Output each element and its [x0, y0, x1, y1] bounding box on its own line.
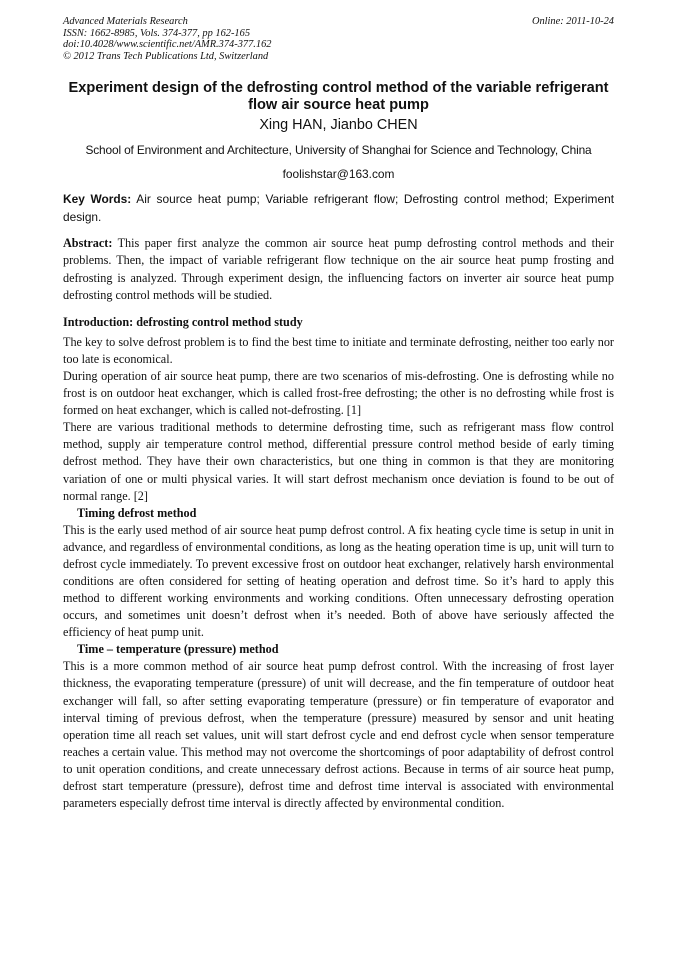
keywords-text: Air source heat pump; Variable refrigerant flow; Defrosting control method; Experiment design.	[63, 192, 614, 225]
subsection-heading-timing: Timing defrost method	[77, 505, 197, 520]
intro-paragraph-3: There are various traditional methods to determine defrosting time, such as refrigerant mass flow control method, supply air temperature control method, differential pressure control method beside of early timing defrost method. They have their own characteristics, but one thing in common is that they are monitoring variation of one or multi physical varies. It will start defrost mechanism once deviation is found to be out of normal range. [2]	[63, 420, 614, 503]
affiliation: School of Environment and Architecture, University of Shanghai for Science and Technology, China	[85, 143, 592, 158]
journal-name: Advanced Materials Research	[63, 16, 188, 27]
section-heading-introduction: Introduction: defrosting control method study	[63, 314, 303, 329]
keywords	[63, 190, 614, 226]
abstract	[63, 235, 614, 303]
abstract-label: Abstract:	[63, 236, 113, 251]
copyright-line: © 2012 Trans Tech Publications Ltd, Switzerland	[63, 50, 269, 62]
online-date: Online: 2011-10-24	[531, 16, 614, 27]
author-email: foolishstar@163.com	[282, 167, 395, 182]
paper-page	[63, 16, 614, 812]
doi-line: doi:10.4028/www.scientific.net/AMR.374-377.162	[63, 39, 272, 51]
intro-paragraph-2: During operation of air source heat pump, there are two scenarios of mis-defrosting. One is defrosting while no frost is on outdoor heat exchanger, which is called frost-free defrosting; the other is no defrosting while frost is formed on heat exchanger, which is called not-defrosting. [1]	[63, 368, 614, 418]
author-list: Xing HAN, Jianbo CHEN	[259, 117, 418, 134]
keywords-label: Key Words:	[63, 192, 132, 207]
running-header	[63, 16, 614, 62]
abstract-text: This paper first analyze the common air source heat pump defrosting control methods and their problems. Then, the impact of variable refrigerant flow technique on the air source heat pump frosting and defrosting is analyzed. Through experiment design, the influencing factors on inverter air source heat pump defrosting control methods will be studied.	[63, 236, 614, 302]
subsection-heading-time-temperature: Time – temperature (pressure) method	[77, 642, 279, 657]
journal-info	[63, 16, 271, 62]
timing-paragraph: This is the early used method of air source heat pump defrost control. A fix heating cycle time is setup in unit in advance, and regardless of environmental conditions, as long as the heating operation time is up, unit will turn to defrost cycle immediately. To prevent excessive frost on outdoor heat exchanger, relatively harsh environmental conditions are often considered for setting of heating operation and defrost time. So it’s hard to apply this method to different working environments and working conditions. Often unnecessary defrosting operation occurs, and sometimes unit doesn’t defrost when it’s needed. Both of above have seriously affected the efficiency of heat pump unit.	[63, 522, 614, 640]
time-temperature-paragraph: This is a more common method of air source heat pump defrost control. With the increasing of frost layer thickness, the evaporating temperature (pressure) of unit will decrease, and the fin temperature of outdoor heat exchanger will fall, so after setting evaporating temperature (pressure) or fin temperature of evaporator and interval timing of previous defrost, when the temperature (pressure) measured by sensor and unit heating operation time all reach set values, unit will start defrost cycle and end defrost cycle when sensor temperature reaches a certain value. This method may not overcome the shortcomings of poor adaptability of defrost control to unit operation conditions, and create unnecessary defrost actions. Because in terms of air source heat pump, defrost start temperature (pressure), defrost time and defrost time interval is associated with environmental parameters especially defrost time interval is directly affected by environmental condition.	[63, 659, 614, 811]
paper-title: Experiment design of the defrosting control method of the variable refrigerant flow air source heat pump	[68, 80, 609, 114]
issn-line: ISSN: 1662-8985, Vols. 374-377, pp 162-165	[63, 27, 251, 39]
intro-paragraph-1: The key to solve defrost problem is to find the best time to initiate and terminate defrosting, neither too early nor too late is economical.	[63, 334, 614, 366]
